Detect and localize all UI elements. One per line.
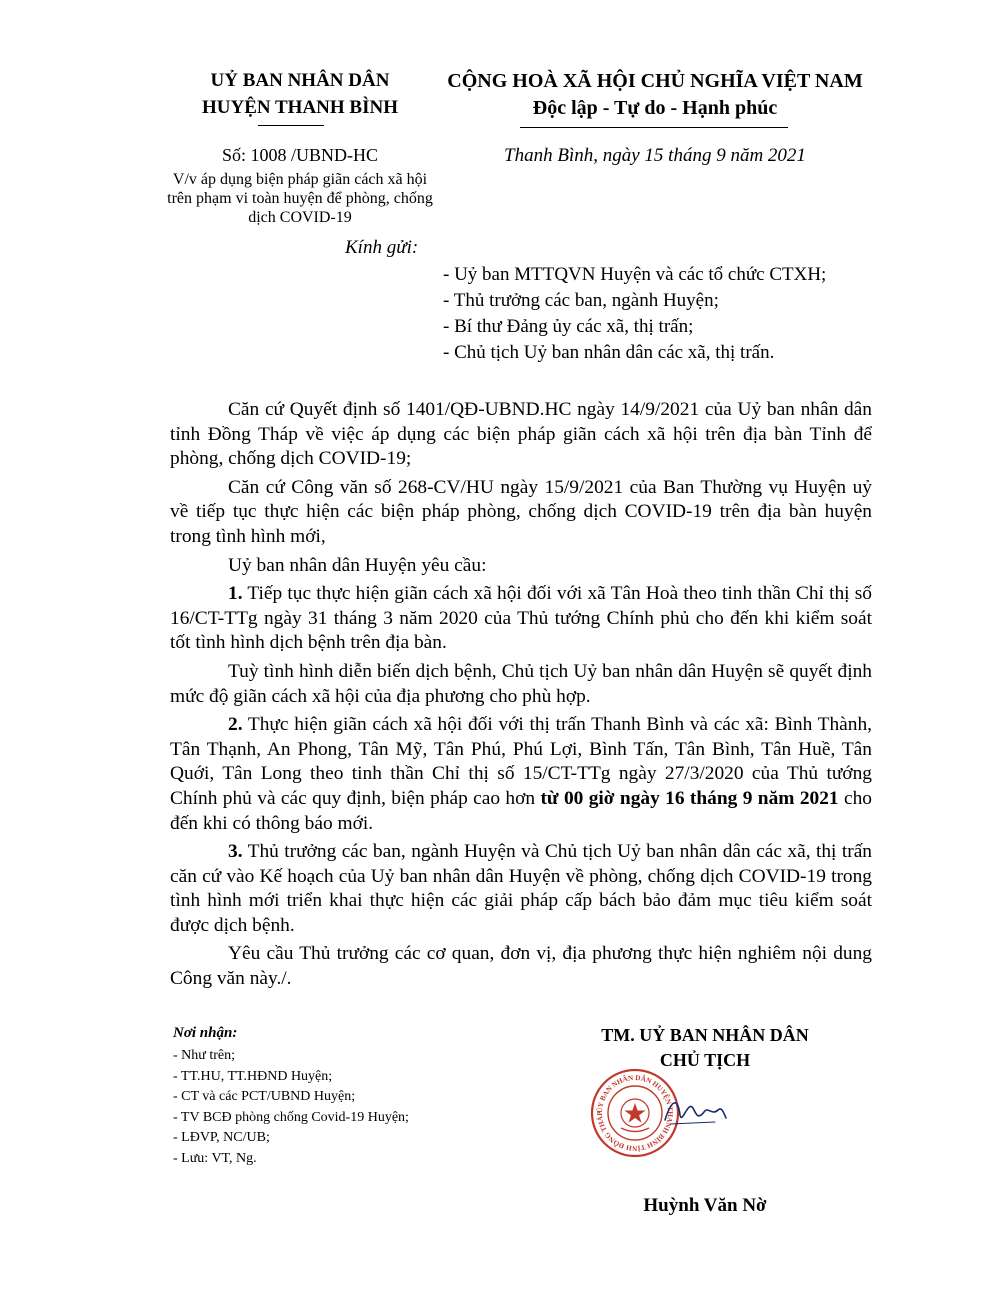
item-3-text: Thủ trưởng các ban, ngành Huyện và Chủ tịch Uỷ ban nhân dân các xã, thị trấn căn cứ vào Kế hoạch của Uỷ ban nhân dân Huyện về phòng, chống dịch COVID-19 trong tình hình mới triển khai thực hiện các giải pháp cấp bách bảo đảm mục tiêu kiểm soát được dịch bệnh. [170, 841, 872, 936]
body-paragraph-2: Căn cứ Công văn số 268-CV/HU ngày 15/9/2021 của Ban Thường vụ Huyện uỷ về tiếp tục thực hiện các biện pháp phòng, chống dịch COVID-19 trên địa bàn huyện trong tình hình mới, [170, 476, 872, 547]
item-2-number: 2. [228, 714, 243, 736]
item-2-effective-time: từ 00 giờ ngày 16 tháng 9 năm 2021 [540, 787, 839, 809]
body-paragraph-1: Căn cứ Quyết định số 1401/QĐ-UBND.HC ngày 14/9/2021 của Uỷ ban nhân dân tỉnh Đồng Tháp về việc áp dụng các biện pháp giãn cách xã hội trên địa bàn Tỉnh để phòng, chống dịch COVID-19; [170, 399, 872, 470]
national-motto: Độc lập - Tự do - Hạnh phúc [532, 97, 778, 119]
distribution-item: - Như trên; [173, 1048, 236, 1063]
issuing-org-line1: UỶ BAN NHÂN DÂN [210, 70, 390, 91]
body-paragraph-3: Uỷ ban nhân dân Huyện yêu cầu: [228, 554, 487, 576]
distribution-list [173, 1046, 409, 1169]
issuing-org-line2: HUYỆN THANH BÌNH [201, 97, 398, 118]
distribution-title: Nơi nhận: [173, 1025, 238, 1041]
body-paragraph-5: Tuỳ tình hình diễn biến dịch bệnh, Chủ tịch Uỷ ban nhân dân Huyện sẽ quyết định mức độ giãn cách xã hội của địa phương cho phù hợp. [170, 660, 872, 707]
distribution-item: - CT và các PCT/UBND Huyện; [173, 1089, 356, 1104]
distribution-item: - LĐVP, NC/UB; [173, 1130, 270, 1145]
item-3-number: 3. [228, 841, 243, 863]
document-body [170, 398, 872, 996]
handwritten-signature-icon [660, 1090, 730, 1130]
place-and-date: Thanh Bình, ngày 15 tháng 9 năm 2021 [504, 145, 806, 166]
seal-text: ỦY BAN NHÂN DÂN HUYỆN THANH BÌNH TỈNH ĐỒNG THÁP [595, 1073, 675, 1153]
distribution-item: - TV BCĐ phòng chống Covid-19 Huyện; [173, 1109, 409, 1125]
recipient-item: - Bí thư Đảng ủy các xã, thị trấn; [443, 316, 694, 337]
distribution-item: - Lưu: VT, Ng. [173, 1150, 257, 1166]
item-2-text: Thực hiện giãn cách xã hội đối với thị trấn Thanh Bình và các xã: Bình Thành, Tân Thạnh, An Phong, Tân Mỹ, Tân Phú, Phú Lợi, Bình Tấn, Tân Bình, Tân Huề, Tân Quới, Tân Long theo tinh thần Chỉ thị số 15/CT-TTg ngày 27/3/2020 của Thủ tướng Chính phủ và các quy định, biện pháp cao hơn [170, 714, 872, 809]
item-3 [170, 840, 872, 938]
item-1-number: 1. [228, 583, 243, 605]
recipient-item: - Thủ trưởng các ban, ngành Huyện; [443, 290, 719, 311]
motto-underline [520, 127, 788, 128]
signature-title-line2: CHỦ TỊCH [659, 1050, 751, 1070]
document-number: Số: 1008 /UBND-HC [221, 145, 378, 165]
org-underline [258, 125, 324, 126]
greeting: Kính gửi: [345, 237, 419, 258]
recipient-item: - Chủ tịch Uỷ ban nhân dân các xã, thị trấn. [443, 342, 775, 363]
signature-title-line1: TM. UỶ BAN NHÂN DÂN [601, 1025, 809, 1045]
item-1 [170, 582, 872, 656]
recipient-list [443, 262, 826, 366]
item-2-tail: cho đến khi có thông báo mới. [170, 787, 872, 834]
national-title: CỘNG HOÀ XÃ HỘI CHỦ NGHĨA VIỆT NAM [447, 70, 863, 92]
item-1-text: Tiếp tục thực hiện giãn cách xã hội đối với xã Tân Hoà theo tinh thần Chỉ thị số 16/CT-TTg ngày 31 tháng 3 năm 2020 của Thủ tướng Chính phủ cho đến khi kiểm soát tốt tình hình dịch bệnh trên địa bàn. [170, 583, 872, 654]
item-2 [170, 713, 872, 836]
distribution-item: - TT.HU, TT.HĐND Huyện; [173, 1068, 333, 1084]
recipient-item: - Uỷ ban MTTQVN Huyện và các tổ chức CTXH; [443, 264, 827, 285]
signer-name: Huỳnh Văn Nờ [643, 1195, 767, 1216]
document-subject: V/v áp dụng biện pháp giãn cách xã hội trên phạm vi toàn huyện để phòng, chống dịch COVID-19 [167, 171, 433, 226]
body-paragraph-8: Yêu cầu Thủ trưởng các cơ quan, đơn vị, địa phương thực hiện nghiêm nội dung Công văn này./. [170, 943, 872, 990]
